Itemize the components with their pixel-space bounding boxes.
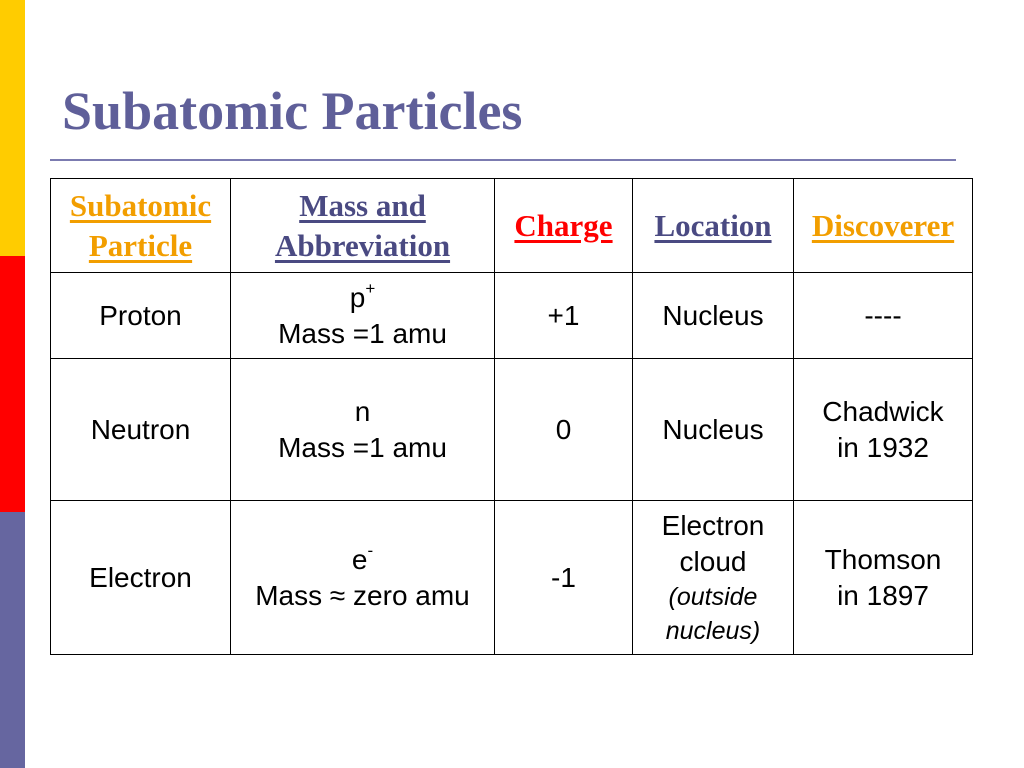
table-row <box>51 273 973 359</box>
title-divider <box>50 159 956 161</box>
cell-location: Electron cloud (outside nucleus) <box>633 501 794 655</box>
page-title: Subatomic Particles <box>62 81 523 141</box>
header-mass: Mass and Abbreviation <box>231 179 495 273</box>
header-particle: Subatomic Particle <box>51 179 231 273</box>
cell-charge: -1 <box>495 501 633 655</box>
header-discoverer: Discoverer <box>794 179 973 273</box>
cell-location: Nucleus <box>633 359 794 501</box>
cell-location: Nucleus <box>633 273 794 359</box>
particle-symbol: p <box>349 281 366 313</box>
table-row <box>51 501 973 655</box>
particle-symbol: n <box>354 395 371 427</box>
location-note: (outside <box>668 582 758 611</box>
cell-particle: Neutron <box>51 359 231 501</box>
mass-value: Mass ≈ zero amu <box>255 579 470 611</box>
cell-discoverer: Thomson in 1897 <box>794 501 973 655</box>
charge-superscript: + <box>365 279 376 299</box>
charge-superscript: - <box>367 541 374 561</box>
cell-discoverer: Chadwick in 1932 <box>794 359 973 501</box>
cell-charge: +1 <box>495 273 633 359</box>
mass-value: Mass =1 amu <box>278 431 447 463</box>
accent-bar-red <box>0 256 25 512</box>
header-charge: Charge <box>495 179 633 273</box>
particle-symbol: e <box>351 543 368 575</box>
table-header-row <box>51 179 973 273</box>
cell-mass <box>231 273 495 359</box>
accent-bar-purple <box>0 512 25 768</box>
cell-discoverer: ---- <box>794 273 973 359</box>
cell-mass <box>231 359 495 501</box>
cell-particle: Electron <box>51 501 231 655</box>
accent-bar-yellow <box>0 0 25 256</box>
cell-charge: 0 <box>495 359 633 501</box>
cell-mass <box>231 501 495 655</box>
mass-value: Mass =1 amu <box>278 317 447 349</box>
location-note: nucleus) <box>665 616 761 645</box>
particles-table <box>50 178 973 655</box>
table-row <box>51 359 973 501</box>
cell-particle: Proton <box>51 273 231 359</box>
header-location: Location <box>633 179 794 273</box>
